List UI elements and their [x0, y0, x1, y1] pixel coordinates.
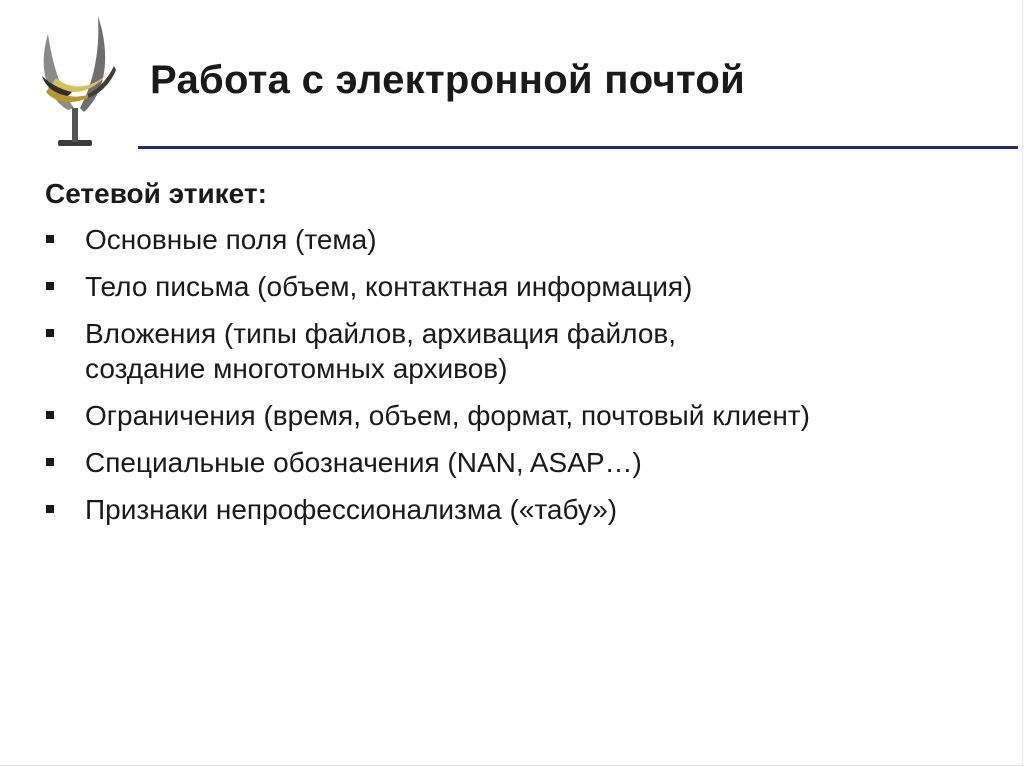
list-item-text: Основные поля (тема): [85, 224, 377, 255]
list-item: [45, 445, 1005, 480]
title-divider: [138, 146, 1018, 149]
list-item-text: Тело письма (объем, контактная информация): [85, 271, 693, 302]
list-item: [45, 492, 1005, 527]
bullet-list: [45, 222, 1005, 527]
list-item: [45, 222, 1005, 257]
square-bullet-icon: [46, 458, 54, 466]
list-item: [45, 269, 1005, 304]
list-item: [45, 398, 1005, 433]
square-bullet-icon: [46, 235, 54, 243]
abstract-sculpture-logo-icon: [28, 12, 128, 152]
list-item-text: Вложения (типы файлов, архивация файлов,: [85, 318, 677, 349]
list-item: [45, 316, 1005, 386]
list-item-text: Специальные обозначения (NAN, ASAP…): [85, 447, 642, 478]
slide-title: Работа с электронной почтой: [150, 58, 746, 102]
list-item-text: Ограничения (время, объем, формат, почтовый клиент): [85, 400, 810, 431]
list-item-text: Признаки непрофессионализма («табу»): [85, 494, 618, 525]
slide-content: [45, 176, 1005, 539]
list-item-text-continuation: создание многотомных архивов): [85, 353, 508, 384]
square-bullet-icon: [46, 329, 54, 337]
square-bullet-icon: [46, 505, 54, 513]
section-heading: Сетевой этикет:: [45, 178, 267, 209]
square-bullet-icon: [46, 411, 54, 419]
square-bullet-icon: [46, 282, 54, 290]
